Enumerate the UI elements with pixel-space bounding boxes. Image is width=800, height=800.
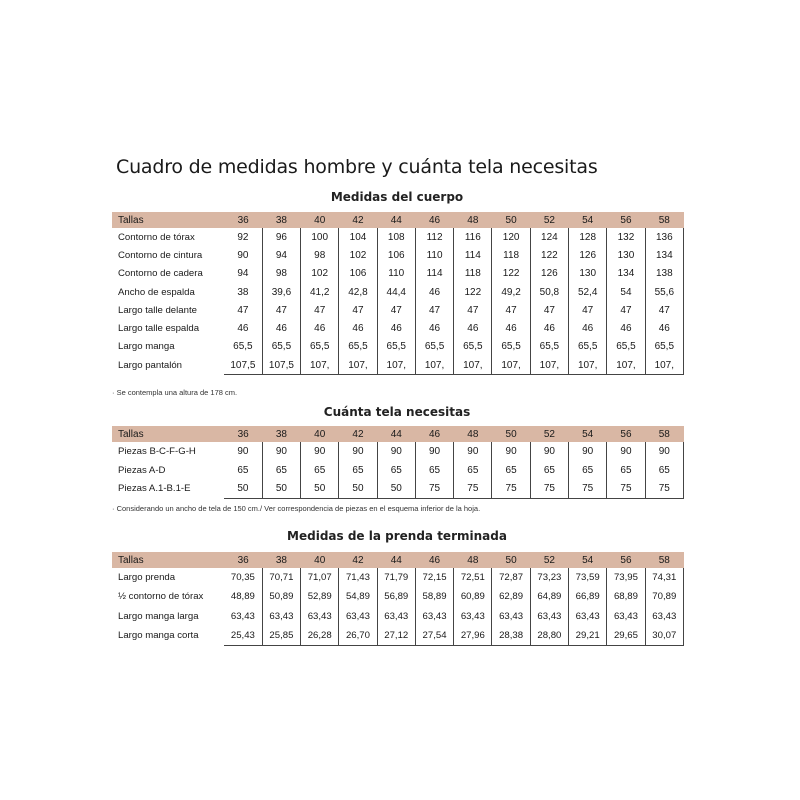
measurement-cell: 28,38 <box>492 626 530 646</box>
row-label: Largo manga <box>118 341 175 353</box>
size-header-cell: 56 <box>620 554 632 566</box>
measurement-cell: 27,12 <box>377 626 415 646</box>
measurement-cell: 48,89 <box>224 587 262 606</box>
measurement-cell: 50,8 <box>530 283 568 301</box>
measurement-cell: 102 <box>339 246 377 264</box>
measurement-cell: 107, <box>569 356 607 375</box>
size-header-cell: 56 <box>620 214 632 226</box>
measurement-cell: 73,59 <box>569 568 607 587</box>
sizes-header-label: Tallas <box>118 214 144 226</box>
size-header-cell: 50 <box>505 214 517 226</box>
size-header-cell: 40 <box>314 554 326 566</box>
measurement-cell: 47 <box>492 301 530 319</box>
size-header-cell: 52 <box>543 554 555 566</box>
measurement-cell: 90 <box>377 442 415 461</box>
size-header-cell: 42 <box>352 214 364 226</box>
measurement-cell: 107, <box>301 356 339 375</box>
size-header-cell: 54 <box>582 554 594 566</box>
row-label: Ancho de espalda <box>118 286 195 298</box>
measurement-cell: 52,4 <box>569 283 607 301</box>
measurement-cell: 96 <box>262 228 300 246</box>
size-header-cell: 58 <box>658 428 670 440</box>
measurement-cell: 25,85 <box>262 626 300 646</box>
row-label: Piezas B-C-F-G-H <box>118 445 196 457</box>
measurement-cell: 28,80 <box>530 626 568 646</box>
measurement-cell: 46 <box>415 319 453 337</box>
measurement-cell: 47 <box>569 301 607 319</box>
size-header-cell: 44 <box>390 214 402 226</box>
measurement-cell: 65,5 <box>262 338 300 356</box>
measurement-cell: 90 <box>301 442 339 461</box>
measurement-cell: 47 <box>377 301 415 319</box>
row-label: Largo prenda <box>118 572 176 584</box>
measurement-cell: 63,43 <box>262 607 300 626</box>
finished-garment-table <box>112 552 684 646</box>
measurement-cell: 90 <box>262 442 300 461</box>
measurement-cell: 90 <box>454 442 492 461</box>
measurement-cell: 26,70 <box>339 626 377 646</box>
row-label: Largo talle espalda <box>118 323 200 335</box>
measurement-cell: 107, <box>530 356 568 375</box>
measurement-cell: 65,5 <box>415 338 453 356</box>
measurement-cell: 65,5 <box>530 338 568 356</box>
measurement-cell: 98 <box>301 246 339 264</box>
measurement-cell: 62,89 <box>492 587 530 606</box>
measurement-cell: 63,43 <box>645 607 683 626</box>
measurement-cell: 65 <box>454 461 492 480</box>
size-header-cell: 36 <box>237 428 249 440</box>
size-header-cell: 48 <box>467 554 479 566</box>
size-header-cell: 44 <box>390 554 402 566</box>
measurement-cell: 50 <box>339 479 377 498</box>
sizes-header-row <box>112 212 684 228</box>
measurement-cell: 39,6 <box>262 283 300 301</box>
measurement-cell: 63,43 <box>454 607 492 626</box>
measurement-cell: 63,43 <box>607 607 645 626</box>
table-row <box>112 587 684 606</box>
measurement-cell: 120 <box>492 228 530 246</box>
measurement-cell: 25,43 <box>224 626 262 646</box>
table-row <box>112 265 684 283</box>
measurement-cell: 73,95 <box>607 568 645 587</box>
measurement-cell: 50 <box>301 479 339 498</box>
body-measurements-footnote: · Se contempla una altura de 178 cm. <box>112 388 238 397</box>
measurement-cell: 65 <box>607 461 645 480</box>
measurement-cell: 107, <box>339 356 377 375</box>
measurement-cell: 107, <box>415 356 453 375</box>
measurement-cell: 114 <box>415 265 453 283</box>
table-row <box>112 626 684 646</box>
measurement-cell: 50 <box>262 479 300 498</box>
size-header-cell: 58 <box>658 214 670 226</box>
measurement-cell: 66,89 <box>569 587 607 606</box>
size-header-cell: 38 <box>275 214 287 226</box>
measurement-cell: 98 <box>262 265 300 283</box>
measurement-cell: 46 <box>645 319 683 337</box>
row-label: Contorno de tórax <box>118 231 195 243</box>
measurement-cell: 116 <box>454 228 492 246</box>
measurement-cell: 65 <box>492 461 530 480</box>
fabric-needed-footnote: · Considerando un ancho de tela de 150 cm./ Ver correspondencia de piezas en el esquema inferior de la hoja. <box>112 504 481 513</box>
table-row <box>112 442 684 461</box>
measurement-cell: 64,89 <box>530 587 568 606</box>
measurement-cell: 47 <box>454 301 492 319</box>
measurement-cell: 65 <box>645 461 683 480</box>
measurement-cell: 94 <box>224 265 262 283</box>
measurement-cell: 29,65 <box>607 626 645 646</box>
fabric-needed-table <box>112 426 684 499</box>
measurement-cell: 90 <box>492 442 530 461</box>
measurement-cell: 46 <box>262 319 300 337</box>
size-header-cell: 52 <box>543 214 555 226</box>
measurement-cell: 65 <box>339 461 377 480</box>
measurement-cell: 90 <box>339 442 377 461</box>
measurement-cell: 47 <box>415 301 453 319</box>
measurement-cell: 90 <box>224 442 262 461</box>
size-header-cell: 56 <box>620 428 632 440</box>
size-header-cell: 46 <box>428 554 441 566</box>
row-label: Largo pantalón <box>118 359 183 371</box>
measurement-cell: 26,28 <box>301 626 339 646</box>
measurement-cell: 50 <box>377 479 415 498</box>
table-row <box>112 246 684 264</box>
measurement-cell: 65,5 <box>645 338 683 356</box>
measurement-cell: 118 <box>492 246 530 264</box>
measurement-cell: 47 <box>607 301 645 319</box>
sizes-header-label: Tallas <box>118 428 144 440</box>
measurement-cell: 46 <box>454 319 492 337</box>
row-label: Contorno de cadera <box>118 268 203 280</box>
measurement-cell: 47 <box>530 301 568 319</box>
size-header-cell: 52 <box>543 428 555 440</box>
row-label: Piezas A-D <box>118 464 166 476</box>
table-row <box>112 479 684 498</box>
measurement-cell: 49,2 <box>492 283 530 301</box>
measurement-cell: 46 <box>224 319 262 337</box>
size-header-cell: 46 <box>428 214 441 226</box>
size-header-cell: 48 <box>467 428 479 440</box>
sizes-header-row <box>112 426 684 442</box>
measurement-cell: 74,31 <box>645 568 683 587</box>
measurement-cell: 65,5 <box>607 338 645 356</box>
row-label: Largo manga larga <box>118 610 199 622</box>
measurement-cell: 72,87 <box>492 568 530 587</box>
measurement-cell: 75 <box>607 479 645 498</box>
row-label: Largo manga corta <box>118 630 199 642</box>
measurement-cell: 63,43 <box>492 607 530 626</box>
measurement-cell: 126 <box>569 246 607 264</box>
measurement-cell: 75 <box>492 479 530 498</box>
size-header-cell: 54 <box>582 214 594 226</box>
measurement-cell: 90 <box>607 442 645 461</box>
size-header-cell: 36 <box>237 554 249 566</box>
measurement-cell: 54,89 <box>339 587 377 606</box>
size-header-cell: 54 <box>582 428 594 440</box>
measurement-cell: 50,89 <box>262 587 300 606</box>
measurement-cell: 27,96 <box>454 626 492 646</box>
measurement-cell: 65,5 <box>492 338 530 356</box>
measurement-cell: 46 <box>339 319 377 337</box>
row-label: Piezas A.1-B.1-E <box>118 483 191 495</box>
measurement-cell: 106 <box>377 246 415 264</box>
size-header-cell: 42 <box>352 554 364 566</box>
table-row <box>112 319 684 337</box>
measurement-cell: 63,43 <box>569 607 607 626</box>
measurement-cell: 60,89 <box>454 587 492 606</box>
size-header-cell: 44 <box>390 428 402 440</box>
measurement-cell: 104 <box>339 228 377 246</box>
measurement-cell: 65,5 <box>454 338 492 356</box>
table-row <box>112 461 684 480</box>
table-row <box>112 607 684 626</box>
page-title: Cuadro de medidas hombre y cuánta tela necesitas <box>116 156 598 178</box>
measurement-cell: 107, <box>377 356 415 375</box>
table-row <box>112 356 684 375</box>
measurement-cell: 134 <box>607 265 645 283</box>
measurement-cell: 29,21 <box>569 626 607 646</box>
measurement-cell: 72,51 <box>454 568 492 587</box>
measurement-cell: 110 <box>377 265 415 283</box>
size-header-cell: 42 <box>352 428 364 440</box>
table-row <box>112 283 684 301</box>
measurement-cell: 58,89 <box>415 587 453 606</box>
measurement-cell: 65,5 <box>377 338 415 356</box>
measurement-cell: 132 <box>607 228 645 246</box>
measurement-cell: 128 <box>569 228 607 246</box>
sizes-header-row <box>112 552 684 568</box>
measurement-cell: 72,15 <box>415 568 453 587</box>
measurement-cell: 70,35 <box>224 568 262 587</box>
measurement-cell: 107, <box>492 356 530 375</box>
size-header-cell: 38 <box>275 554 287 566</box>
measurement-cell: 92 <box>224 228 262 246</box>
row-label: ½ contorno de tórax <box>118 591 204 603</box>
measurement-cell: 41,2 <box>301 283 339 301</box>
table-row <box>112 568 684 587</box>
measurement-cell: 46 <box>530 319 568 337</box>
measurement-cell: 138 <box>645 265 683 283</box>
measurement-cell: 46 <box>569 319 607 337</box>
measurement-cell: 38 <box>224 283 262 301</box>
finished-garment-title: Medidas de la prenda terminada <box>287 529 507 543</box>
row-label: Contorno de cintura <box>118 249 203 261</box>
measurement-cell: 50 <box>224 479 262 498</box>
measurement-cell: 107,5 <box>224 356 262 375</box>
size-header-cell: 40 <box>314 428 326 440</box>
measurement-cell: 56,89 <box>377 587 415 606</box>
measurement-cell: 90 <box>224 246 262 264</box>
measurement-cell: 47 <box>339 301 377 319</box>
measurement-cell: 65 <box>377 461 415 480</box>
measurement-cell: 65 <box>262 461 300 480</box>
measurement-cell: 124 <box>530 228 568 246</box>
measurement-cell: 75 <box>645 479 683 498</box>
measurement-cell: 122 <box>530 246 568 264</box>
size-header-cell: 50 <box>505 554 517 566</box>
measurement-cell: 130 <box>569 265 607 283</box>
measurement-cell: 94 <box>262 246 300 264</box>
measurement-cell: 27,54 <box>415 626 453 646</box>
measurement-cell: 122 <box>492 265 530 283</box>
measurement-cell: 90 <box>415 442 453 461</box>
measurement-cell: 75 <box>530 479 568 498</box>
measurement-cell: 46 <box>301 319 339 337</box>
measurement-cell: 55,6 <box>645 283 683 301</box>
measurement-cell: 65 <box>301 461 339 480</box>
body-measurements-table <box>112 212 684 375</box>
measurement-cell: 106 <box>339 265 377 283</box>
measurement-cell: 126 <box>530 265 568 283</box>
fabric-needed-title: Cuánta tela necesitas <box>323 405 471 419</box>
measurement-cell: 65 <box>530 461 568 480</box>
measurement-cell: 63,43 <box>530 607 568 626</box>
row-label: Largo talle delante <box>118 304 197 316</box>
table-row <box>112 338 684 356</box>
measurement-cell: 122 <box>454 283 492 301</box>
measurement-cell: 46 <box>415 283 453 301</box>
measurement-cell: 90 <box>645 442 683 461</box>
measurement-cell: 44,4 <box>377 283 415 301</box>
measurement-cell: 110 <box>415 246 453 264</box>
measurement-cell: 65,5 <box>569 338 607 356</box>
measurement-cell: 65,5 <box>224 338 262 356</box>
measurement-cell: 136 <box>645 228 683 246</box>
measurement-cell: 42,8 <box>339 283 377 301</box>
measurement-cell: 75 <box>569 479 607 498</box>
measurement-cell: 54 <box>607 283 645 301</box>
body-measurements-title: Medidas del cuerpo <box>330 190 464 204</box>
measurement-cell: 71,07 <box>301 568 339 587</box>
measurement-cell: 130 <box>607 246 645 264</box>
measurement-cell: 70,89 <box>645 587 683 606</box>
measurement-cell: 118 <box>454 265 492 283</box>
measurement-cell: 63,43 <box>224 607 262 626</box>
measurement-cell: 63,43 <box>339 607 377 626</box>
size-header-cell: 46 <box>428 428 441 440</box>
table-row <box>112 301 684 319</box>
measurement-cell: 65,5 <box>339 338 377 356</box>
measurement-cell: 107,5 <box>262 356 300 375</box>
measurement-cell: 30,07 <box>645 626 683 646</box>
measurement-cell: 47 <box>262 301 300 319</box>
measurement-cell: 63,43 <box>415 607 453 626</box>
measurement-cell: 47 <box>645 301 683 319</box>
sizes-header-label: Tallas <box>118 554 144 566</box>
measurement-cell: 65 <box>224 461 262 480</box>
measurement-cell: 102 <box>301 265 339 283</box>
measurement-cell: 75 <box>415 479 453 498</box>
measurement-cell: 63,43 <box>301 607 339 626</box>
measurement-cell: 107, <box>454 356 492 375</box>
size-header-cell: 38 <box>275 428 287 440</box>
measurement-cell: 65 <box>415 461 453 480</box>
measurement-cell: 46 <box>607 319 645 337</box>
measurement-cell: 65 <box>569 461 607 480</box>
size-header-cell: 58 <box>658 554 670 566</box>
measurement-cell: 65,5 <box>301 338 339 356</box>
measurement-cell: 47 <box>301 301 339 319</box>
measurement-cell: 46 <box>377 319 415 337</box>
size-header-cell: 36 <box>237 214 249 226</box>
measurement-cell: 107, <box>645 356 683 375</box>
measurement-cell: 63,43 <box>377 607 415 626</box>
measurement-cell: 68,89 <box>607 587 645 606</box>
measurement-cell: 47 <box>224 301 262 319</box>
size-header-cell: 40 <box>314 214 326 226</box>
measurement-cell: 71,79 <box>377 568 415 587</box>
size-header-cell: 48 <box>467 214 479 226</box>
measurement-cell: 134 <box>645 246 683 264</box>
measurement-cell: 107, <box>607 356 645 375</box>
measurement-cell: 114 <box>454 246 492 264</box>
size-header-cell: 50 <box>505 428 517 440</box>
measurement-cell: 75 <box>454 479 492 498</box>
measurement-cell: 90 <box>569 442 607 461</box>
measurement-cell: 90 <box>530 442 568 461</box>
measurement-cell: 71,43 <box>339 568 377 587</box>
measurement-cell: 100 <box>301 228 339 246</box>
measurement-cell: 112 <box>415 228 453 246</box>
measurement-cell: 52,89 <box>301 587 339 606</box>
measurement-cell: 108 <box>377 228 415 246</box>
measurement-cell: 46 <box>492 319 530 337</box>
measurement-cell: 70,71 <box>262 568 300 587</box>
table-row <box>112 228 684 246</box>
measurement-cell: 73,23 <box>530 568 568 587</box>
